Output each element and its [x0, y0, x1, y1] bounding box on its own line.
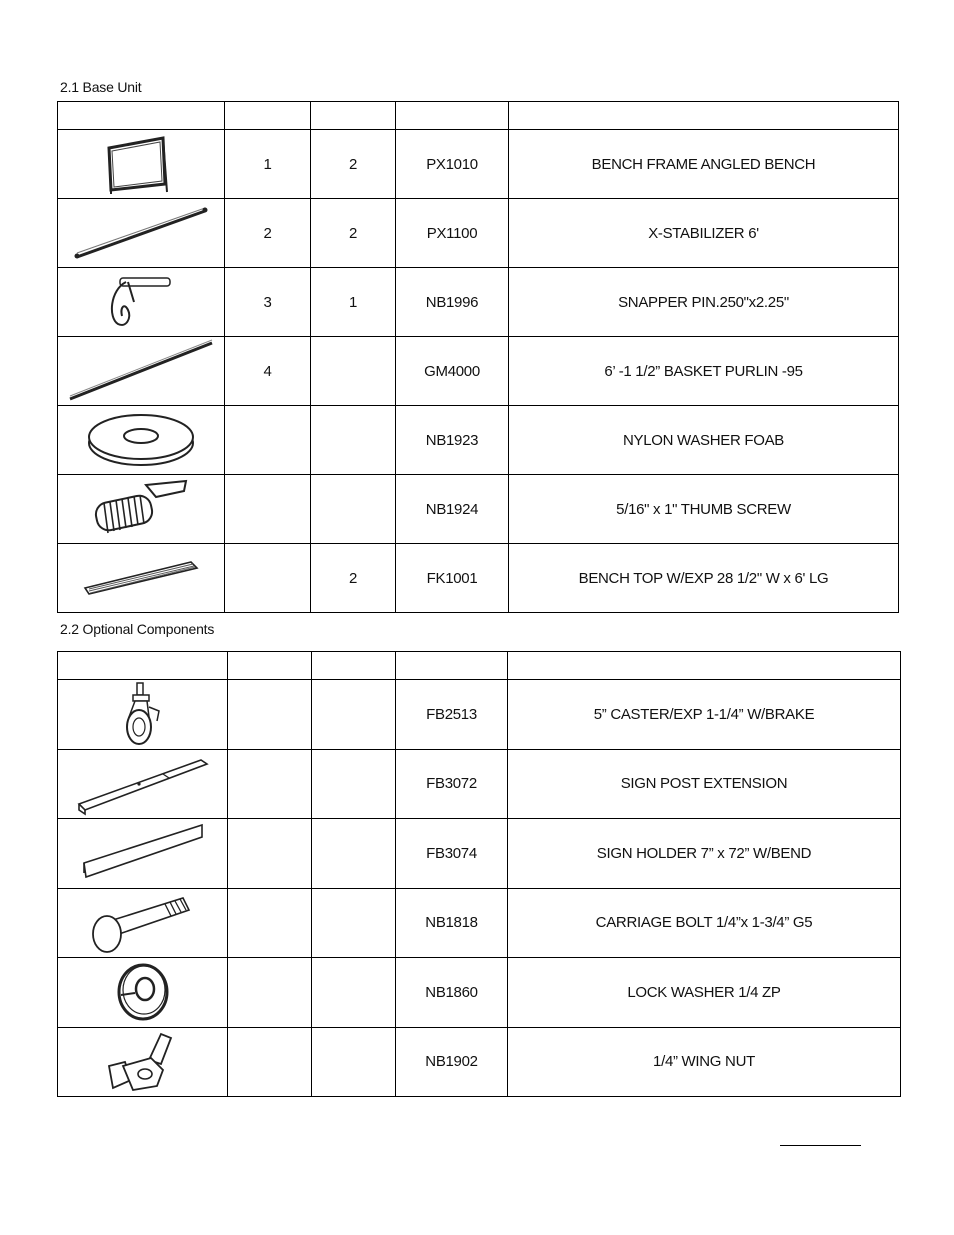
item-number: [228, 1027, 312, 1097]
part-description: 6’ -1 1/2” BASKET PURLIN -95: [509, 337, 899, 406]
part-image-cell: [58, 268, 225, 337]
base-unit-parts-table: [57, 101, 899, 613]
quantity: [312, 749, 396, 819]
quantity: 2: [311, 130, 396, 199]
carriage-bolt-icon: [83, 890, 203, 956]
item-number: [225, 406, 311, 475]
item-number: [228, 819, 312, 889]
table-row: [58, 199, 899, 268]
table-row: [58, 406, 899, 475]
snapper-pin-icon: [106, 272, 176, 332]
table-row: [58, 337, 899, 406]
item-number: [228, 749, 312, 819]
part-image-cell: [58, 958, 228, 1028]
quantity: [312, 819, 396, 889]
table-header-row: [58, 652, 901, 680]
header-cell-part: [396, 102, 509, 130]
part-description: BENCH FRAME ANGLED BENCH: [509, 130, 899, 199]
part-number: GM4000: [396, 337, 509, 406]
part-image-cell: [58, 406, 225, 475]
header-cell-item: [225, 102, 311, 130]
quantity: [311, 406, 396, 475]
item-number: 2: [225, 199, 311, 268]
part-description: LOCK WASHER 1/4 ZP: [508, 958, 901, 1028]
header-cell-qty: [311, 102, 396, 130]
quantity: 2: [311, 199, 396, 268]
quantity: 2: [311, 544, 396, 613]
signature-line: [780, 1145, 861, 1146]
item-number: 4: [225, 337, 311, 406]
part-description: BENCH TOP W/EXP 28 1/2" W x 6' LG: [509, 544, 899, 613]
part-image-cell: [58, 749, 228, 819]
header-cell-part: [396, 652, 508, 680]
part-number: FK1001: [396, 544, 509, 613]
part-number: NB1818: [396, 888, 508, 958]
x-stabilizer-icon: [71, 203, 211, 263]
part-image-cell: [58, 819, 228, 889]
part-description: NYLON WASHER FOAB: [509, 406, 899, 475]
part-description: SIGN HOLDER 7” x 72” W/BEND: [508, 819, 901, 889]
sign-holder-icon: [78, 821, 208, 885]
part-number: NB1902: [396, 1027, 508, 1097]
table-row: [58, 958, 901, 1028]
part-number: PX1100: [396, 199, 509, 268]
caster-icon: [113, 681, 173, 747]
optional-components-table: [57, 651, 901, 1097]
header-cell-description: [509, 102, 899, 130]
item-number: [228, 958, 312, 1028]
quantity: 1: [311, 268, 396, 337]
quantity: [312, 1027, 396, 1097]
part-number: FB3072: [396, 749, 508, 819]
part-number: PX1010: [396, 130, 509, 199]
header-cell-image: [58, 102, 225, 130]
nylon-washer-icon: [86, 409, 196, 471]
part-number: NB1924: [396, 475, 509, 544]
header-cell-description: [508, 652, 901, 680]
lock-washer-icon: [113, 961, 173, 1023]
part-description: 1/4” WING NUT: [508, 1027, 901, 1097]
part-number: NB1923: [396, 406, 509, 475]
item-number: 3: [225, 268, 311, 337]
section-title-optional-components: 2.2 Optional Components: [60, 621, 215, 637]
table-row: [58, 819, 901, 889]
part-description: X-STABILIZER 6': [509, 199, 899, 268]
part-image-cell: [58, 680, 228, 750]
part-image-cell: [58, 544, 225, 613]
header-cell-image: [58, 652, 228, 680]
table-row: [58, 130, 899, 199]
part-image-cell: [58, 475, 225, 544]
part-number: NB1860: [396, 958, 508, 1028]
header-cell-item: [228, 652, 312, 680]
item-number: [228, 888, 312, 958]
section-title-base-unit: 2.1 Base Unit: [60, 79, 142, 95]
part-number: NB1996: [396, 268, 509, 337]
part-image-cell: [58, 199, 225, 268]
table-header-row: [58, 102, 899, 130]
part-description: CARRIAGE BOLT 1/4”x 1-3/4” G5: [508, 888, 901, 958]
item-number: 1: [225, 130, 311, 199]
basket-purlin-icon: [66, 339, 216, 403]
header-cell-qty: [312, 652, 396, 680]
quantity: [311, 475, 396, 544]
item-number: [225, 544, 311, 613]
part-description: 5” CASTER/EXP 1-1/4” W/BRAKE: [508, 680, 901, 750]
table-row: [58, 268, 899, 337]
part-number: FB3074: [396, 819, 508, 889]
quantity: [312, 958, 396, 1028]
part-description: SIGN POST EXTENSION: [508, 749, 901, 819]
table-row: [58, 749, 901, 819]
bench-top-icon: [81, 558, 201, 598]
part-image-cell: [58, 130, 225, 199]
table-row: [58, 544, 899, 613]
item-number: [225, 475, 311, 544]
quantity: [311, 337, 396, 406]
table-row: [58, 475, 899, 544]
table-row: [58, 888, 901, 958]
thumb-screw-icon: [86, 477, 196, 541]
item-number: [228, 680, 312, 750]
table-row: [58, 680, 901, 750]
part-image-cell: [58, 1027, 228, 1097]
part-number: FB2513: [396, 680, 508, 750]
part-image-cell: [58, 888, 228, 958]
bench-frame-icon: [101, 132, 181, 196]
quantity: [312, 888, 396, 958]
part-image-cell: [58, 337, 225, 406]
part-description: 5/16" x 1" THUMB SCREW: [509, 475, 899, 544]
part-description: SNAPPER PIN.250"x2.25": [509, 268, 899, 337]
quantity: [312, 680, 396, 750]
wing-nut-icon: [103, 1030, 183, 1094]
table-row: [58, 1027, 901, 1097]
sign-post-extension-icon: [73, 752, 213, 816]
